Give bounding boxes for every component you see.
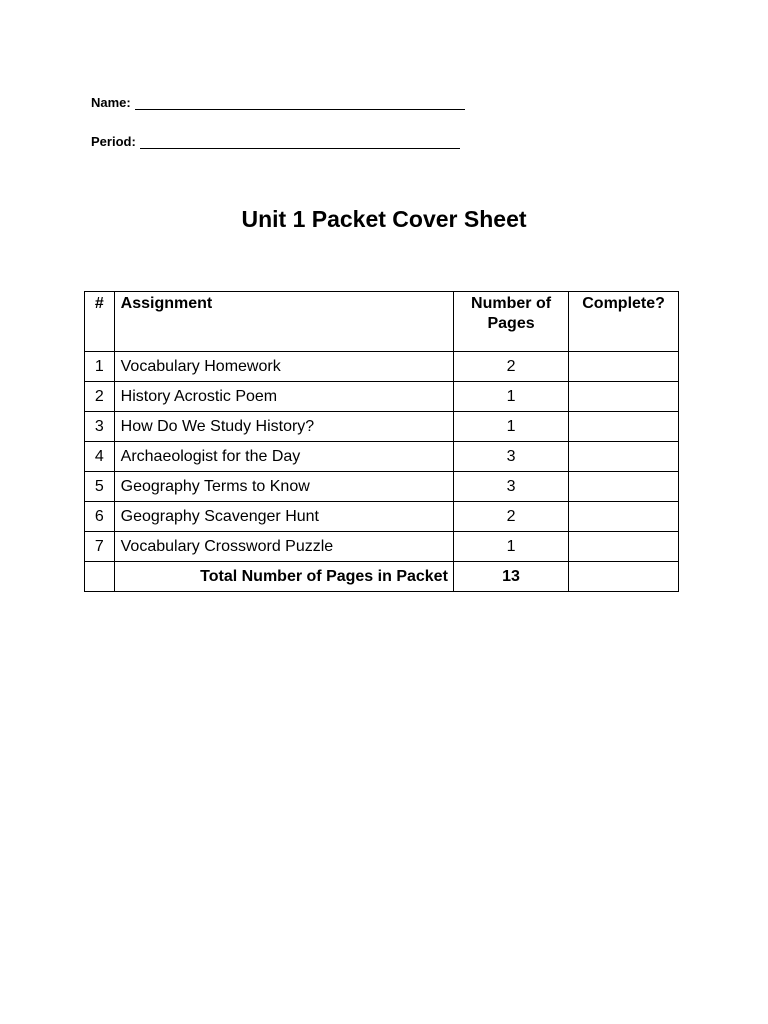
total-number-cell xyxy=(85,562,115,592)
table-row xyxy=(85,352,679,382)
row-pages: 3 xyxy=(453,442,568,472)
total-label: Total Number of Pages in Packet xyxy=(114,562,453,592)
row-complete-cell[interactable] xyxy=(569,382,679,412)
row-complete-cell[interactable] xyxy=(569,532,679,562)
header-pages: Number of Pages xyxy=(453,292,568,352)
table-row xyxy=(85,532,679,562)
period-field[interactable] xyxy=(91,134,460,149)
row-pages: 3 xyxy=(453,472,568,502)
assignment-table xyxy=(84,291,679,592)
table-row xyxy=(85,442,679,472)
page-title: Unit 1 Packet Cover Sheet xyxy=(241,206,527,232)
header-number: # xyxy=(85,292,115,352)
total-complete-cell xyxy=(569,562,679,592)
row-pages: 2 xyxy=(453,502,568,532)
row-number: 1 xyxy=(85,352,115,382)
header-assignment: Assignment xyxy=(114,292,453,352)
table-row xyxy=(85,502,679,532)
name-label: Name: xyxy=(91,95,131,110)
row-assignment: Geography Scavenger Hunt xyxy=(114,502,453,532)
row-assignment: Archaeologist for the Day xyxy=(114,442,453,472)
row-pages: 1 xyxy=(453,532,568,562)
row-complete-cell[interactable] xyxy=(569,352,679,382)
row-assignment: Vocabulary Homework xyxy=(114,352,453,382)
row-number: 3 xyxy=(85,412,115,442)
row-complete-cell[interactable] xyxy=(569,502,679,532)
period-label: Period: xyxy=(91,134,136,149)
row-pages: 1 xyxy=(453,412,568,442)
table-header-row xyxy=(85,292,679,352)
table-row xyxy=(85,472,679,502)
row-complete-cell[interactable] xyxy=(569,442,679,472)
period-blank-line[interactable] xyxy=(140,136,460,149)
name-field[interactable] xyxy=(91,95,465,110)
row-number: 7 xyxy=(85,532,115,562)
name-blank-line[interactable] xyxy=(135,97,465,110)
table-row xyxy=(85,382,679,412)
row-assignment: Geography Terms to Know xyxy=(114,472,453,502)
row-complete-cell[interactable] xyxy=(569,472,679,502)
row-number: 6 xyxy=(85,502,115,532)
row-pages: 1 xyxy=(453,382,568,412)
total-row xyxy=(85,562,679,592)
row-pages: 2 xyxy=(453,352,568,382)
row-number: 5 xyxy=(85,472,115,502)
row-assignment: History Acrostic Poem xyxy=(114,382,453,412)
header-complete: Complete? xyxy=(569,292,679,352)
total-pages: 13 xyxy=(453,562,568,592)
table-row xyxy=(85,412,679,442)
row-number: 4 xyxy=(85,442,115,472)
row-assignment: How Do We Study History? xyxy=(114,412,453,442)
row-number: 2 xyxy=(85,382,115,412)
row-assignment: Vocabulary Crossword Puzzle xyxy=(114,532,453,562)
row-complete-cell[interactable] xyxy=(569,412,679,442)
